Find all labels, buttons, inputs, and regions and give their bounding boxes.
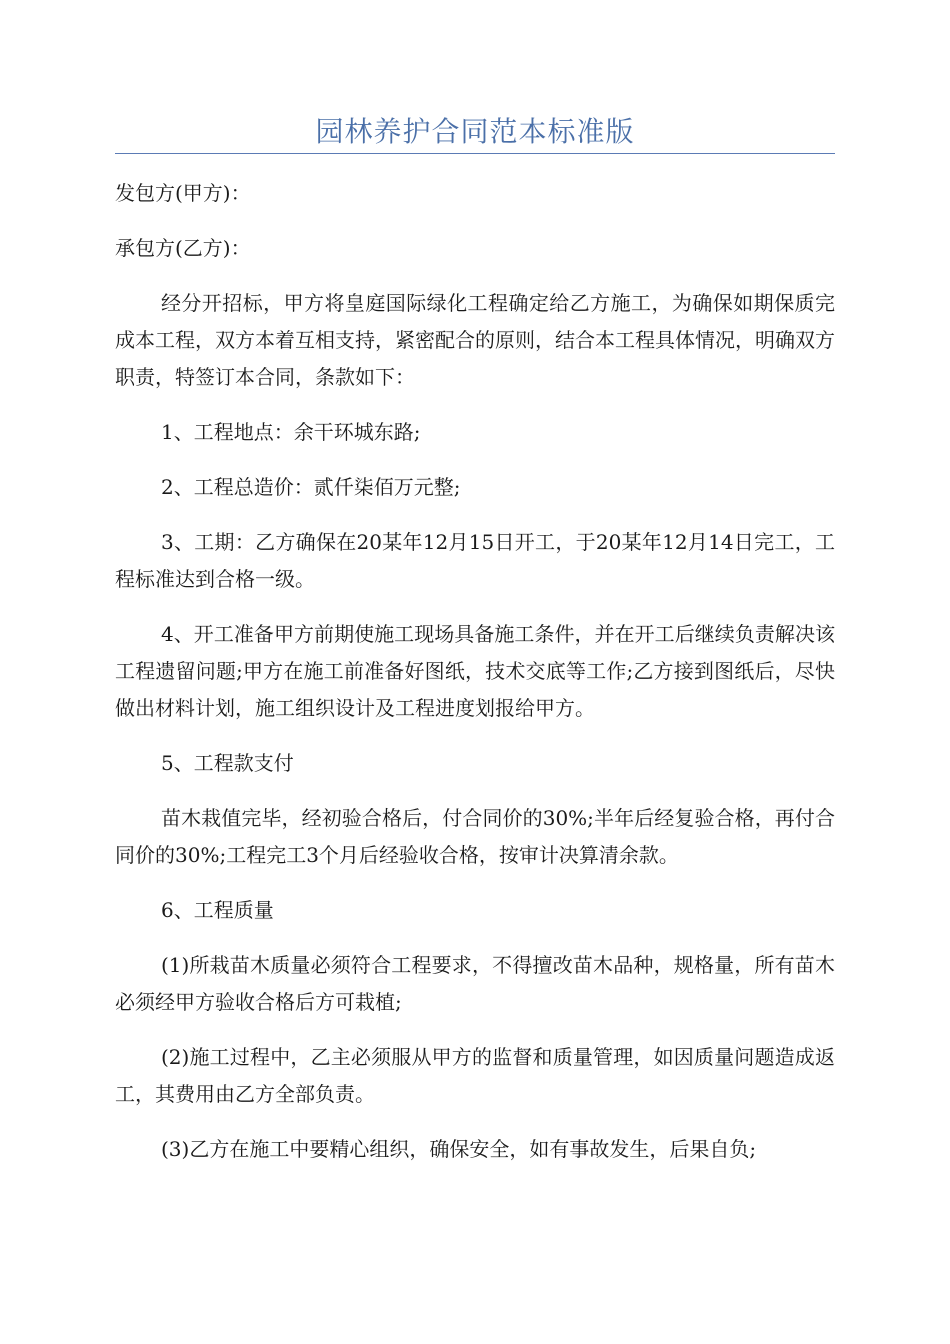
clause-location: 1、工程地点：余干环城东路; — [161, 420, 421, 444]
quality-item-3: (3)乙方在施工中要精心组织，确保安全，如有事故发生，后果自负; — [161, 1137, 757, 1161]
document-title: 园林养护合同范本标准版 — [315, 115, 635, 148]
clause-total-cost: 2、工程总造价：贰仟柒佰万元整; — [161, 475, 461, 499]
party-b-line: 承包方(乙方)： — [115, 236, 251, 260]
clause-payment-text: 苗木栽值完毕，经初验合格后，付合同价的30%;半年后经复验合格，再付合同价的30%;工程完工3个月后经验收合格，按审计决算清余款。 — [115, 806, 835, 867]
clause-payment-heading: 5、工程款支付 — [161, 751, 294, 775]
clause-quality-heading: 6、工程质量 — [161, 898, 274, 922]
quality-item-2: (2)施工过程中，乙主必须服从甲方的监督和质量管理，如因质量问题造成返工，其费用由乙方全部负责。 — [115, 1045, 835, 1106]
preamble-paragraph: 经分开招标，甲方将皇庭国际绿化工程确定给乙方施工，为确保如期保质完成本工程，双方本着互相支持，紧密配合的原则，结合本工程具体情况，明确双方职责，特签订本合同，条款如下： — [115, 291, 835, 389]
document-body — [115, 175, 835, 1186]
party-a-line: 发包方(甲方)： — [115, 181, 251, 205]
clause-preparation: 4、开工准备甲方前期使施工现场具备施工条件，并在开工后继续负责解决该工程遗留问题;甲方在施工前准备好图纸，技术交底等工作;乙方接到图纸后，尽快做出材料计划，施工组织设计及工程进度划报给甲方。 — [115, 622, 835, 720]
clause-schedule: 3、工期：乙方确保在20某年12月15日开工，于20某年12月14日完工，工程标准达到合格一级。 — [115, 530, 835, 591]
quality-item-1: (1)所栽苗木质量必须符合工程要求，不得擅改苗木品种，规格量，所有苗木必须经甲方验收合格后方可栽植; — [115, 953, 835, 1014]
title-underline — [115, 153, 835, 154]
